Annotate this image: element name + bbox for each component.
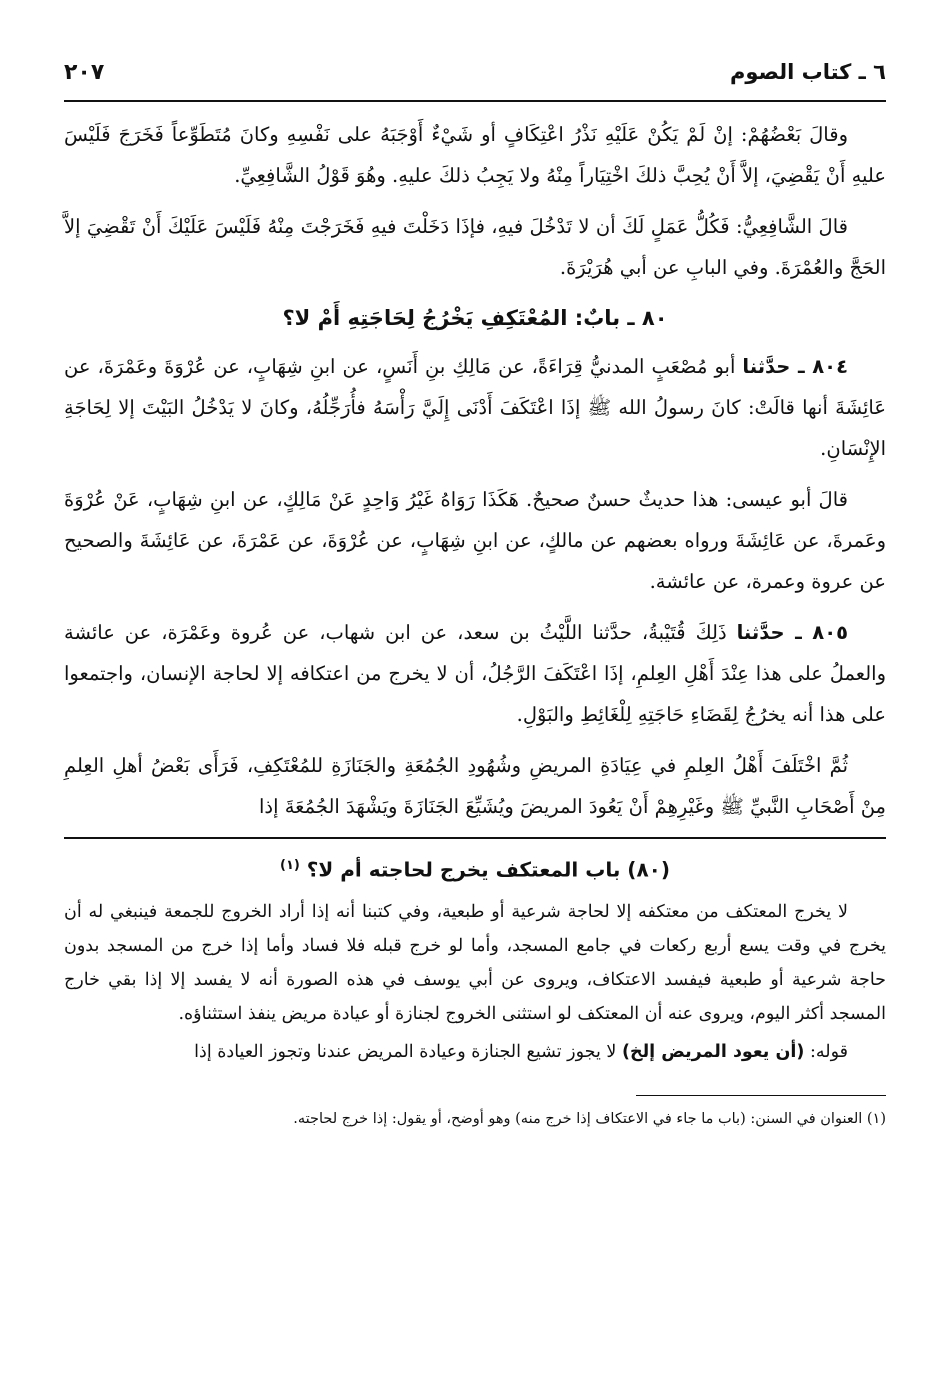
hadith-804-text: أبو مُصْعَبٍ المدنيُّ قِرَاءَةً، عن مَالِكِ بنِ أَنَسٍ، عن ابنِ شِهَابٍ، عن عُرْوَةَ وعَمْرَةَ، عن عَائِشَةَ أنها قالَتْ: كانَ رسولُ الله ﷺ إذَا اعْتَكَفَ أَدْنَى إِلَيَّ رَأْسَهُ فأُرَجِّلُهُ، وكانَ لا يَدْخُلُ البَيْتَ إلا لِحَاجَةِ الإِنْسَانِ. — [64, 355, 886, 460]
hadith-805-text: ذَلِكَ قُتَيْبةُ، حدَّثنا اللَّيْثُ بن سعد، عن ابن شهاب، عن عُروة وعَمْرَة، عن عائشة والعملُ على هذا عِنْدَ أَهْلِ العِلمِ، إذَا اعْتَكَفَ الرَّجُلُ، أن لا يخرج من اعتكافه إلا لحاجة الإنسان، واجتمعوا على هذا أنه يخرُجُ لِقَضَاءِ حَاجَتِهِ لِلْغَائِطِ والبَوْلِ. — [64, 621, 886, 726]
running-header — [64, 60, 886, 102]
commentary-keyword: (أن يعود المريض إلخ) — [621, 1041, 805, 1062]
commentary — [64, 847, 886, 1069]
footnote: (١) العنوان في السنن: (باب ما جاء في الاعتكاف إذا خرج منه) وهو أوضح، أو يقول: إذا خرج لحاجته. — [293, 1110, 886, 1127]
paragraph-last: ثُمَّ اخْتَلَفَ أَهْلُ العِلمِ في عِيَادَةِ المريضِ وشُهُودِ الجُمُعَةِ والجَنَازَةِ للمُعْتَكِفِ، فَرَأَى بَعْضُ أهلِ العِلمِ مِنْ أَصْحَابِ النَّبيِّ ﷺ وغَيْرِهِمْ أَنْ يَعُودَ المريضَ ويُشَيِّعَ الجَنَازَةَ ويَشْهَدَ الجُمُعَةَ إذا — [64, 754, 886, 818]
section-divider — [64, 837, 886, 839]
paragraph-2: قالَ الشَّافِعِيُّ: فَكُلُّ عَمَلٍ لَكَ أن لا تَدْخُلَ فيهِ، فإذَا دَخَلْتَ فيهِ فَخَرَجْتَ مِنْهُ فَلَيْسَ عَلَيْكَ أَنْ تَقْضِيَ إلاَّ الحَجَّ والعُمْرَةَ. وفي البابِ عن أبي هُرَيْرَةَ. — [64, 215, 886, 279]
chapter-title: ٦ ـ كتاب الصوم — [729, 60, 886, 84]
hadith-804 — [64, 346, 886, 469]
main-text — [64, 114, 886, 827]
chapter-heading: ٨٠ ـ بابٌ: المُعْتَكِفِ يَخْرُجُ لِحَاجَتِهِ أَمْ لا؟ — [282, 306, 668, 330]
footnote-ref: (١) — [279, 858, 300, 873]
commentary-rest: لا يجوز تشيع الجنازة وعيادة المريض عندنا وتجوز العيادة إذا — [194, 1041, 617, 1062]
commentary-paragraph-2 — [64, 1035, 886, 1069]
commentary-heading — [64, 847, 886, 889]
page-number: ٢٠٧ — [64, 60, 105, 85]
hadith-804-number: ٨٠٤ ـ حدَّثنا — [742, 355, 848, 378]
hadith-805 — [64, 612, 886, 735]
paragraph-1: وقالَ بَعْضُهُمْ: إنْ لَمْ يَكُنْ عَلَيْهِ نَذْرُ اعْتِكَافٍ أو شَيْءٌ أَوْجَبَهُ على نَفْسِهِ وكانَ مُتَطَوِّعاً فَخَرَجَ فَلَيْسَ عليهِ أَنْ يَقْضِيَ، إلاَّ أَنْ يُحِبَّ ذلكَ اخْتِيَاراً مِنْهُ ولا يَجِبُ ذلكَ عليهِ. وهُوَ قَوْلُ الشَّافِعِيِّ. — [64, 123, 886, 187]
commentary-paragraph-1: لا يخرج المعتكف من معتكفه إلا لحاجة شرعية أو طبعية، وفي كتبنا أنه إذا أراد الخروج للجمعة فينبغي له أن يخرج في وقت يسع أربع ركعات في جامع المسجد، وأما لو خرج قبله فلا فساد وأما إذا خرج من المسجد بدون حاجة شرعية أو طبعية فيفسد الاعتكاف، ويروى عن أبي يوسف في هذه الصورة أنه لا يفسد إلا إذا بقي خارج المسجد أكثر اليوم، ويروى عنه أن المعتكف لو استثنى الخروج لجنازة أو عيادة مريض ينفذ استثناؤه. — [64, 901, 886, 1024]
commentary-heading-text: (٨٠) باب المعتكف يخرج لحاجته أم لا؟ — [306, 857, 670, 882]
commentary-lead: قوله: — [809, 1041, 848, 1062]
footnote-divider — [636, 1095, 886, 1096]
abu-isa-paragraph: قالَ أبو عيسى: هذا حديثٌ حسنٌ صحيحٌ. هَكَذَا رَوَاهُ غَيْرُ وَاحِدٍ عَنْ مَالِكٍ، عن ابنِ شِهَابٍ، عَنْ عُرْوَةَ وعَمرةَ، عن عَائِشَةَ ورواه بعضهم عن مالكٍ، عن ابنِ شِهَابٍ، عن عُرْوَةَ، عن عَمْرَةَ، عن عَائِشَةَ والصحيح عن عروة وعمرة، عن عائشة. — [64, 488, 886, 593]
hadith-805-number: ٨٠٥ ـ حدَّثنا — [736, 621, 849, 644]
